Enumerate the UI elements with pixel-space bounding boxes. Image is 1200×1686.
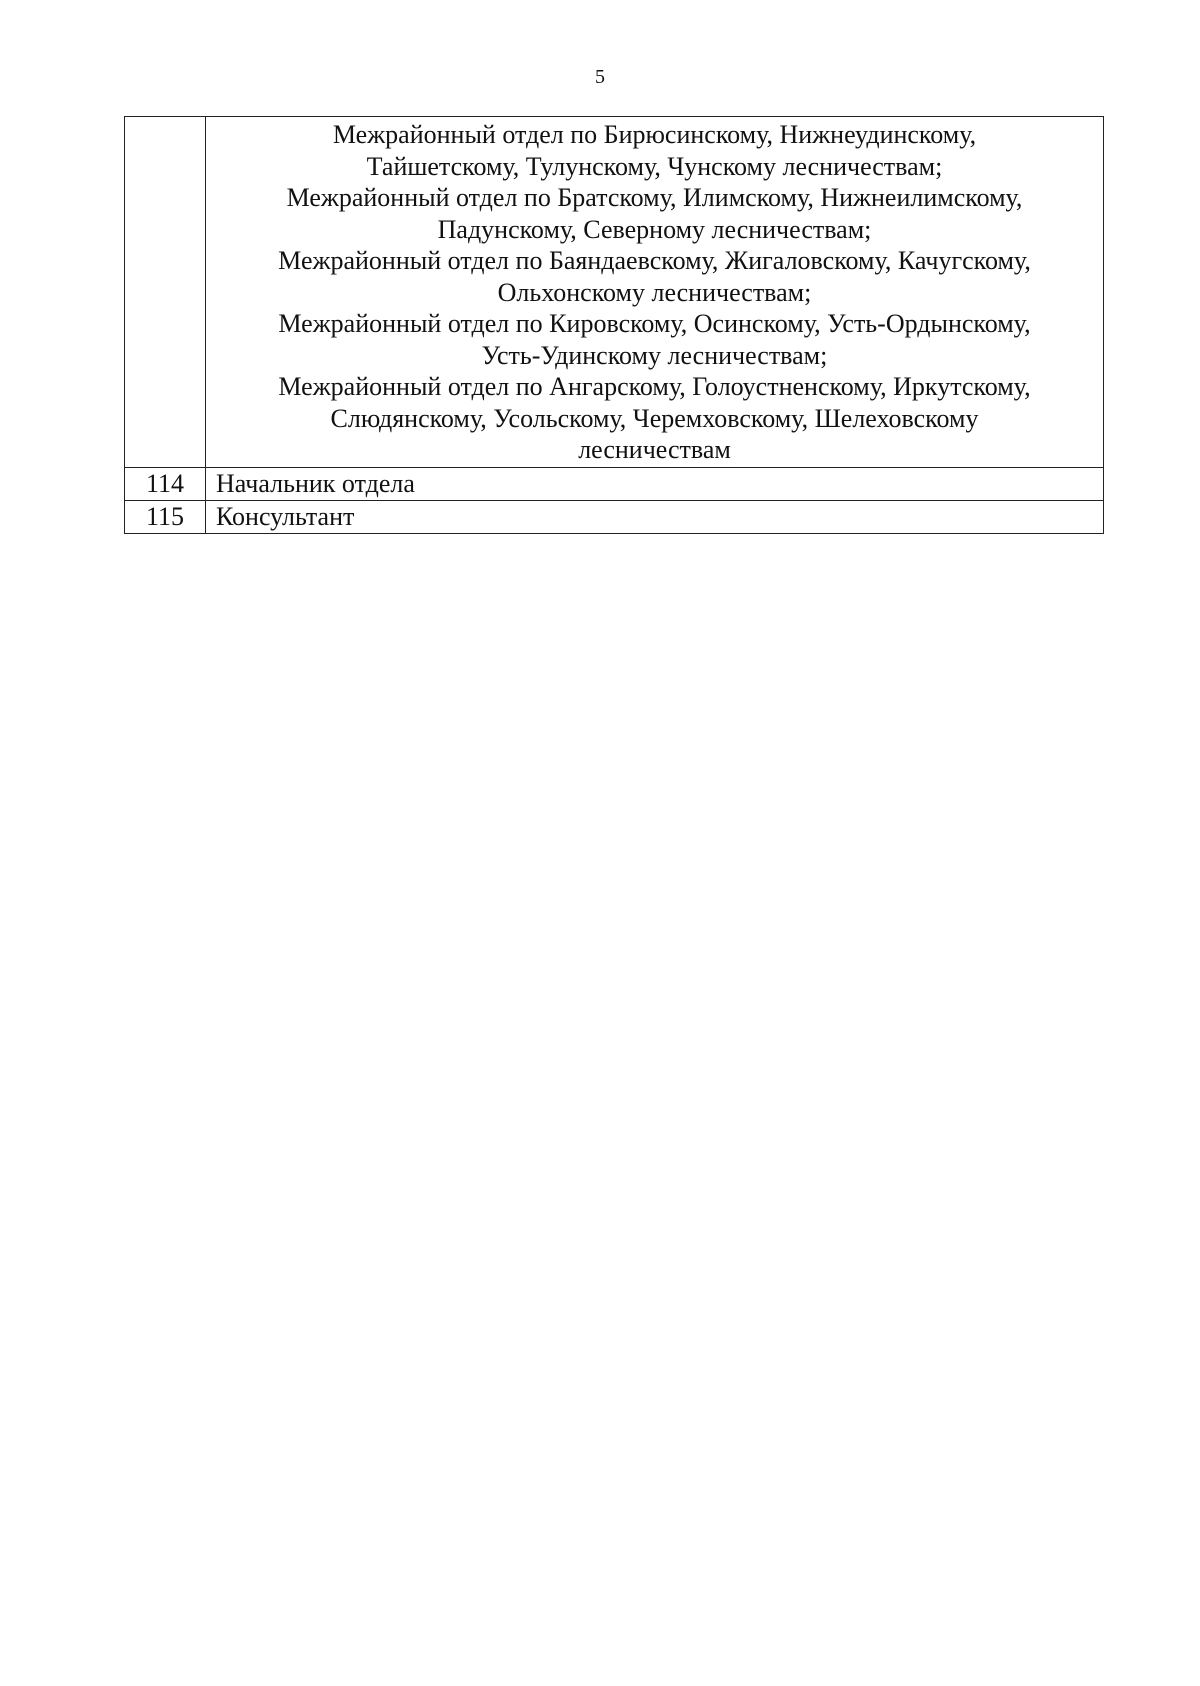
department-line: Усть-Удинскому лесничествам;: [481, 340, 828, 370]
department-line: лесничествам: [578, 435, 731, 464]
department-line: Ольхонскому лесничествам;: [497, 277, 812, 307]
department-group-row: [125, 117, 1104, 468]
row-number-cell: [125, 117, 206, 468]
position-title-cell: Начальник отдела: [206, 467, 1104, 500]
department-line: Межрайонный отдел по Баяндаевскому, Жигаловскому, Качугскому,: [278, 246, 1031, 275]
department-names-cell: [206, 117, 1104, 468]
department-line: Падунскому, Северному лесничествам;: [437, 214, 872, 244]
department-line: Тайшетскому, Тулунскому, Чунскому лесничествам;: [366, 151, 943, 181]
department-line: Межрайонный отдел по Кировскому, Осинскому, Усть-Ордынскому,: [278, 309, 1031, 338]
table-row: [125, 467, 1104, 500]
department-line: Межрайонный отдел по Бирюсинскому, Нижнеудинскому,: [332, 120, 977, 149]
page-number: 5: [595, 66, 605, 88]
department-line: Межрайонный отдел по Братскому, Илимскому, Нижнеилимскому,: [286, 183, 1023, 212]
department-line: Слюдянскому, Усольскому, Черемховскому, Шелеховскому: [330, 403, 979, 433]
position-title-cell: Консультант: [206, 500, 1104, 533]
table-row: [125, 500, 1104, 533]
positions-table: [124, 116, 1104, 534]
row-number-cell: 115: [125, 500, 206, 533]
department-line: Межрайонный отдел по Ангарскому, Голоустненскому, Иркутскому,: [278, 372, 1031, 401]
row-number-cell: 114: [125, 467, 206, 500]
